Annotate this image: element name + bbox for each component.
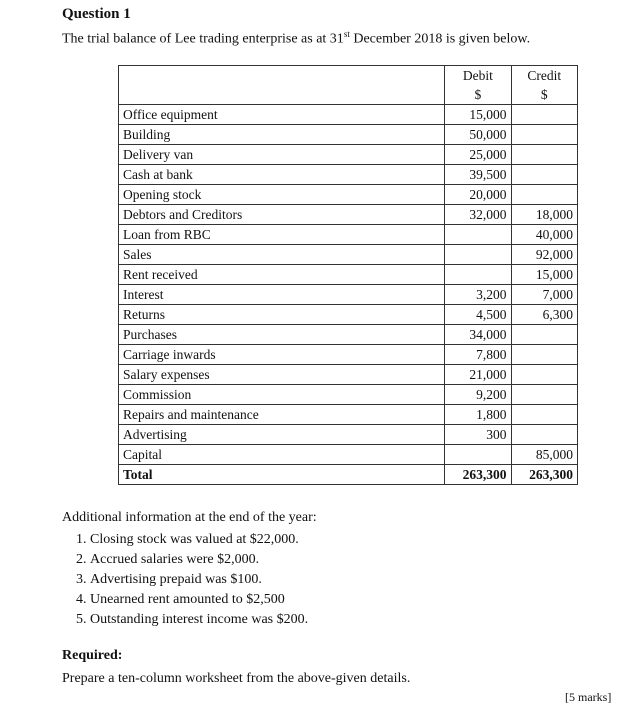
required-text: Prepare a ten-column worksheet from the above-given details. xyxy=(62,671,411,686)
credit-cell xyxy=(511,365,577,385)
debit-cell: 39,500 xyxy=(445,165,511,185)
credit-cell xyxy=(511,405,577,425)
table-row xyxy=(119,285,578,305)
debit-cell: 21,000 xyxy=(445,365,511,385)
debit-cell xyxy=(445,225,511,245)
additional-info-list xyxy=(68,530,308,630)
debit-cell xyxy=(445,445,511,465)
table-row xyxy=(119,365,578,385)
table-row xyxy=(119,205,578,225)
table-row xyxy=(119,185,578,205)
debit-cell: 3,200 xyxy=(445,285,511,305)
account-name-cell: Returns xyxy=(119,305,445,325)
account-name-cell: Office equipment xyxy=(119,105,445,125)
debit-cell: 1,800 xyxy=(445,405,511,425)
list-item: 5. Outstanding interest income was $200. xyxy=(90,610,308,630)
account-name-cell: Delivery van xyxy=(119,145,445,165)
credit-cell xyxy=(511,105,577,125)
total-credit-cell: 263,300 xyxy=(511,465,577,485)
table-row xyxy=(119,105,578,125)
credit-cell: 92,000 xyxy=(511,245,577,265)
debit-cell xyxy=(445,245,511,265)
header-blank-cell xyxy=(119,66,445,105)
required-heading: Required: xyxy=(62,648,123,663)
credit-header: Credit $ xyxy=(511,66,577,105)
total-label-cell: Total xyxy=(119,465,445,485)
account-name-cell: Salary expenses xyxy=(119,365,445,385)
credit-cell: 85,000 xyxy=(511,445,577,465)
debit-cell: 32,000 xyxy=(445,205,511,225)
marks-label: [5 marks] xyxy=(565,690,612,704)
account-name-cell: Debtors and Creditors xyxy=(119,205,445,225)
credit-cell: 40,000 xyxy=(511,225,577,245)
credit-cell: 18,000 xyxy=(511,205,577,225)
table-row xyxy=(119,345,578,365)
debit-cell: 7,800 xyxy=(445,345,511,365)
account-name-cell: Commission xyxy=(119,385,445,405)
credit-cell xyxy=(511,385,577,405)
total-row xyxy=(119,465,578,485)
table-row xyxy=(119,305,578,325)
account-name-cell: Interest xyxy=(119,285,445,305)
table-row xyxy=(119,445,578,465)
table-row xyxy=(119,425,578,445)
credit-cell xyxy=(511,165,577,185)
credit-cell: 15,000 xyxy=(511,265,577,285)
account-name-cell: Opening stock xyxy=(119,185,445,205)
additional-info-heading: Additional information at the end of the year: xyxy=(62,510,317,525)
account-name-cell: Rent received xyxy=(119,265,445,285)
debit-cell: 50,000 xyxy=(445,125,511,145)
debit-cell: 34,000 xyxy=(445,325,511,345)
account-name-cell: Sales xyxy=(119,245,445,265)
debit-cell: 300 xyxy=(445,425,511,445)
account-name-cell: Carriage inwards xyxy=(119,345,445,365)
total-debit-cell: 263,300 xyxy=(445,465,511,485)
debit-cell xyxy=(445,265,511,285)
list-item: 1. Closing stock was valued at $22,000. xyxy=(90,530,308,550)
question-title: Question 1 xyxy=(62,6,131,22)
credit-cell xyxy=(511,125,577,145)
table-row xyxy=(119,165,578,185)
table-row xyxy=(119,265,578,285)
account-name-cell: Repairs and maintenance xyxy=(119,405,445,425)
list-item: 2. Accrued salaries were $2,000. xyxy=(90,550,308,570)
trial-balance-table xyxy=(118,65,578,485)
debit-cell: 4,500 xyxy=(445,305,511,325)
account-name-cell: Capital xyxy=(119,445,445,465)
table-row xyxy=(119,405,578,425)
list-item: 3. Advertising prepaid was $100. xyxy=(90,570,308,590)
table-row xyxy=(119,145,578,165)
credit-cell xyxy=(511,345,577,365)
debit-cell: 25,000 xyxy=(445,145,511,165)
list-item: 4. Unearned rent amounted to $2,500 xyxy=(90,590,308,610)
account-name-cell: Cash at bank xyxy=(119,165,445,185)
table-row xyxy=(119,225,578,245)
debit-cell: 20,000 xyxy=(445,185,511,205)
credit-cell xyxy=(511,145,577,165)
table-row xyxy=(119,245,578,265)
table-row xyxy=(119,385,578,405)
credit-cell xyxy=(511,325,577,345)
table-row xyxy=(119,125,578,145)
intro-text: The trial balance of Lee trading enterprise as at 31st December 2018 is given below. xyxy=(62,29,531,47)
table-row xyxy=(119,325,578,345)
table-header-row xyxy=(119,66,578,105)
account-name-cell: Advertising xyxy=(119,425,445,445)
account-name-cell: Loan from RBC xyxy=(119,225,445,245)
debit-header: Debit $ xyxy=(445,66,511,105)
credit-cell xyxy=(511,185,577,205)
credit-cell: 6,300 xyxy=(511,305,577,325)
debit-cell: 9,200 xyxy=(445,385,511,405)
account-name-cell: Building xyxy=(119,125,445,145)
credit-cell xyxy=(511,425,577,445)
debit-cell: 15,000 xyxy=(445,105,511,125)
credit-cell: 7,000 xyxy=(511,285,577,305)
account-name-cell: Purchases xyxy=(119,325,445,345)
